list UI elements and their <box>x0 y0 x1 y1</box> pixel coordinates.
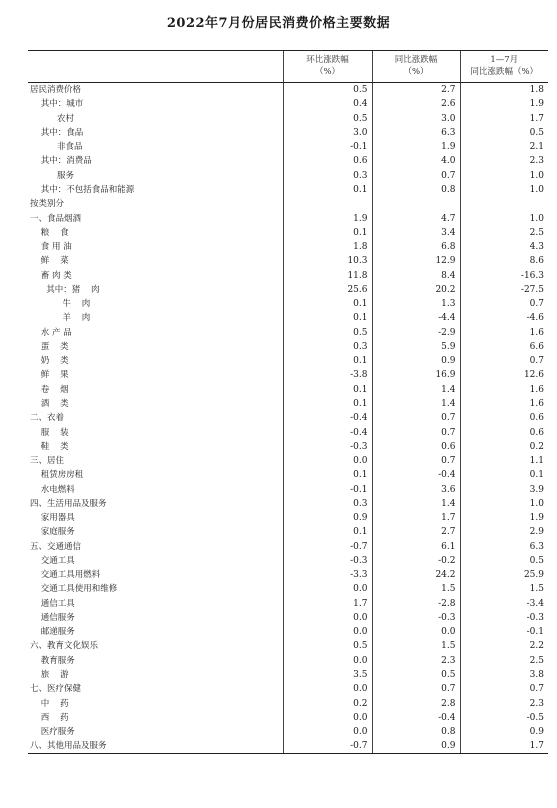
cell-ytd: 12.6 <box>460 368 548 382</box>
cell-mom: 0.0 <box>283 725 372 739</box>
cell-yoy: 20.2 <box>372 283 460 297</box>
cell-mom: 0.6 <box>283 154 372 168</box>
cell-yoy: 12.9 <box>372 254 460 268</box>
cell-yoy: 2.7 <box>372 83 460 98</box>
cell-yoy: 0.8 <box>372 183 460 197</box>
row-label: 其中：消费品 <box>30 156 92 167</box>
cell-ytd: 6.6 <box>460 340 548 354</box>
cell-ytd <box>460 197 548 211</box>
cell-yoy: 1.7 <box>372 511 460 525</box>
table-row <box>28 696 548 710</box>
cell-ytd: -4.6 <box>460 311 548 325</box>
table-row <box>28 397 548 411</box>
cell-yoy: 6.8 <box>372 240 460 254</box>
cell-ytd: 1.6 <box>460 383 548 397</box>
cell-ytd: 1.0 <box>460 497 548 511</box>
cell-yoy: 1.4 <box>372 397 460 411</box>
cell-mom: 1.9 <box>283 211 372 225</box>
cell-mom: -3.8 <box>283 368 372 382</box>
cell-mom: 0.0 <box>283 682 372 696</box>
cell-yoy: 0.0 <box>372 625 460 639</box>
cell-mom: 10.3 <box>283 254 372 268</box>
cell-mom: 0.1 <box>283 226 372 240</box>
table-row <box>28 468 548 482</box>
cell-yoy: -0.2 <box>372 554 460 568</box>
row-label: 畜 肉 类 <box>30 270 72 281</box>
cell-mom: 0.5 <box>283 639 372 653</box>
cell-mom: 0.0 <box>283 454 372 468</box>
row-label: 酒 类 <box>30 398 69 409</box>
row-label: 食 用 油 <box>30 242 72 253</box>
cell-ytd: -3.4 <box>460 597 548 611</box>
row-label: 二、衣着 <box>30 413 65 424</box>
row-label: 西 药 <box>30 712 69 723</box>
cell-ytd: 0.1 <box>460 468 548 482</box>
table-row <box>28 268 548 282</box>
row-label: 卷 烟 <box>30 384 69 395</box>
cell-yoy: 0.5 <box>372 668 460 682</box>
cell-ytd: 1.1 <box>460 454 548 468</box>
table-row <box>28 497 548 511</box>
row-label: 农村 <box>30 113 75 124</box>
cell-mom: 0.1 <box>283 383 372 397</box>
row-label: 服务 <box>30 170 75 181</box>
cell-mom: 0.1 <box>283 311 372 325</box>
cell-yoy: -2.9 <box>372 326 460 340</box>
cell-mom: -0.3 <box>283 554 372 568</box>
cell-ytd: 0.7 <box>460 297 548 311</box>
cell-mom: -0.4 <box>283 425 372 439</box>
row-label: 蛋 类 <box>30 341 69 352</box>
cell-yoy: 24.2 <box>372 568 460 582</box>
cell-mom: 0.0 <box>283 625 372 639</box>
cell-mom <box>283 197 372 211</box>
cell-yoy: 8.4 <box>372 268 460 282</box>
row-label: 五、交通通信 <box>30 541 82 552</box>
row-label: 鲜 菜 <box>30 256 69 267</box>
cell-mom: 0.0 <box>283 654 372 668</box>
cell-mom: 11.8 <box>283 268 372 282</box>
row-label: 鞋 类 <box>30 441 69 452</box>
table-row <box>28 169 548 183</box>
cell-ytd: -0.1 <box>460 625 548 639</box>
cell-yoy: 0.8 <box>372 725 460 739</box>
table-row <box>28 454 548 468</box>
cell-yoy: 0.9 <box>372 354 460 368</box>
cell-ytd: 8.6 <box>460 254 548 268</box>
row-label: 八、其他用品及服务 <box>28 739 283 754</box>
cell-ytd: 0.7 <box>460 682 548 696</box>
cell-mom: 0.1 <box>283 183 372 197</box>
cell-yoy: 0.7 <box>372 411 460 425</box>
table-header <box>28 51 548 83</box>
row-label: 奶 类 <box>30 356 69 367</box>
row-label: 通信工具 <box>30 598 75 609</box>
cell-yoy: 4.7 <box>372 211 460 225</box>
cell-ytd: 1.6 <box>460 326 548 340</box>
cell-ytd: -16.3 <box>460 268 548 282</box>
table-row <box>28 654 548 668</box>
cell-ytd: 2.5 <box>460 226 548 240</box>
row-label: 非食品 <box>30 142 83 153</box>
cell-yoy: -0.3 <box>372 611 460 625</box>
cell-ytd: 1.0 <box>460 211 548 225</box>
cell-yoy: 1.5 <box>372 582 460 596</box>
cell-mom: 1.8 <box>283 240 372 254</box>
table-row <box>28 368 548 382</box>
table-row <box>28 511 548 525</box>
row-label: 一、食品烟酒 <box>30 213 82 224</box>
cell-yoy <box>372 197 460 211</box>
cell-mom: -0.1 <box>283 482 372 496</box>
cell-ytd: 1.8 <box>460 83 548 98</box>
cell-mom: 0.5 <box>283 112 372 126</box>
cell-ytd: 0.6 <box>460 411 548 425</box>
row-label: 按类别分 <box>30 199 65 210</box>
row-label: 牛 肉 <box>30 299 91 310</box>
cell-ytd: 4.3 <box>460 240 548 254</box>
row-label: 邮递服务 <box>30 627 75 638</box>
cell-yoy: 2.8 <box>372 696 460 710</box>
table-row <box>28 425 548 439</box>
cell-yoy: 0.6 <box>372 440 460 454</box>
header-item <box>28 51 283 83</box>
cell-mom: 0.4 <box>283 97 372 111</box>
table-row <box>28 411 548 425</box>
row-label: 其中：猪 肉 <box>30 284 100 295</box>
cell-mom: 3.5 <box>283 668 372 682</box>
cell-mom: -3.3 <box>283 568 372 582</box>
row-label: 交通工具 <box>30 555 75 566</box>
row-label: 六、教育文化娱乐 <box>30 641 99 652</box>
cell-ytd: 25.9 <box>460 568 548 582</box>
cell-ytd: 2.1 <box>460 140 548 154</box>
cell-ytd: 0.2 <box>460 440 548 454</box>
table-row <box>28 211 548 225</box>
row-label: 其中：城市 <box>30 99 84 110</box>
cell-ytd: 0.5 <box>460 126 548 140</box>
cell-mom: -0.7 <box>283 540 372 554</box>
row-label: 水电燃料 <box>30 484 75 495</box>
table-row <box>28 154 548 168</box>
cell-yoy: -0.4 <box>372 711 460 725</box>
cell-ytd: 1.6 <box>460 397 548 411</box>
cell-ytd: -0.5 <box>460 711 548 725</box>
table-row <box>28 97 548 111</box>
header-ytd: 1—7月 同比涨跌幅（%） <box>460 51 548 83</box>
cell-yoy: 0.9 <box>372 739 460 754</box>
row-label: 三、居住 <box>30 456 65 467</box>
table-row <box>28 440 548 454</box>
cell-yoy: 2.6 <box>372 97 460 111</box>
table-row <box>28 739 548 754</box>
cell-ytd: 1.0 <box>460 169 548 183</box>
table-row <box>28 668 548 682</box>
row-label: 七、医疗保健 <box>30 684 82 695</box>
row-label: 服 装 <box>30 427 69 438</box>
cell-yoy: 0.7 <box>372 169 460 183</box>
table-title: 2022年7月份居民消费价格主要数据 <box>166 16 391 31</box>
row-label: 家庭服务 <box>30 527 75 538</box>
row-label: 中 药 <box>30 698 69 709</box>
table-row <box>28 383 548 397</box>
cell-yoy: -0.4 <box>372 468 460 482</box>
cell-yoy: 4.0 <box>372 154 460 168</box>
cell-mom: 0.1 <box>283 525 372 539</box>
cell-yoy: 0.7 <box>372 682 460 696</box>
cell-mom: 0.1 <box>283 297 372 311</box>
cell-mom: 25.6 <box>283 283 372 297</box>
table-row <box>28 568 548 582</box>
cell-mom: 1.7 <box>283 597 372 611</box>
table-row <box>28 540 548 554</box>
row-label: 鲜 果 <box>30 370 69 381</box>
row-label: 旅 游 <box>30 670 69 681</box>
cell-mom: 0.0 <box>283 711 372 725</box>
row-label: 其中：不包括食品和能源 <box>30 184 135 195</box>
cell-mom: 0.1 <box>283 468 372 482</box>
table-row <box>28 582 548 596</box>
cell-ytd: 1.7 <box>460 112 548 126</box>
row-label: 四、生活用品及服务 <box>30 498 107 509</box>
cell-mom: -0.7 <box>283 739 372 754</box>
cell-ytd: 0.7 <box>460 354 548 368</box>
table-row <box>28 183 548 197</box>
cell-yoy: 0.7 <box>372 454 460 468</box>
cell-ytd: 3.8 <box>460 668 548 682</box>
cell-mom: 0.3 <box>283 497 372 511</box>
cell-ytd: 2.9 <box>460 525 548 539</box>
cell-ytd: 2.3 <box>460 696 548 710</box>
cell-mom: 0.3 <box>283 169 372 183</box>
cell-mom: 0.1 <box>283 354 372 368</box>
cell-mom: 0.0 <box>283 611 372 625</box>
row-label: 通信服务 <box>30 612 75 623</box>
cell-yoy: 6.1 <box>372 540 460 554</box>
table-row <box>28 725 548 739</box>
table-row <box>28 112 548 126</box>
row-label: 家用器具 <box>30 513 75 524</box>
cell-yoy: 2.3 <box>372 654 460 668</box>
table-row <box>28 297 548 311</box>
cell-yoy: -4.4 <box>372 311 460 325</box>
cell-yoy: 1.5 <box>372 639 460 653</box>
row-label: 粮 食 <box>30 227 69 238</box>
table-row <box>28 554 548 568</box>
cell-mom: -0.3 <box>283 440 372 454</box>
cell-yoy: 3.0 <box>372 112 460 126</box>
table-row <box>28 254 548 268</box>
row-label: 医疗服务 <box>30 727 75 738</box>
row-label: 租赁房房租 <box>30 470 84 481</box>
cell-ytd: 1.7 <box>460 739 548 754</box>
cell-yoy: 1.3 <box>372 297 460 311</box>
cell-mom: 0.5 <box>283 83 372 98</box>
row-label: 水 产 品 <box>30 327 72 338</box>
cell-yoy: 5.9 <box>372 340 460 354</box>
cell-ytd: 6.3 <box>460 540 548 554</box>
row-label: 羊 肉 <box>30 313 91 324</box>
cell-ytd: 0.6 <box>460 425 548 439</box>
cell-ytd: 2.2 <box>460 639 548 653</box>
table-row <box>28 625 548 639</box>
cell-mom: -0.4 <box>283 411 372 425</box>
cell-ytd: 1.9 <box>460 97 548 111</box>
table-body <box>28 83 548 754</box>
cell-yoy: 1.4 <box>372 383 460 397</box>
table-row <box>28 597 548 611</box>
table-row <box>28 639 548 653</box>
row-label: 居民消费价格 <box>30 85 82 96</box>
table-row <box>28 311 548 325</box>
cell-ytd: 2.5 <box>460 654 548 668</box>
header-mom: 环比涨跌幅 （%） <box>283 51 372 83</box>
table-row <box>28 197 548 211</box>
table-row <box>28 83 548 98</box>
cell-mom: 0.1 <box>283 397 372 411</box>
table-row <box>28 283 548 297</box>
table-row <box>28 682 548 696</box>
table-row <box>28 326 548 340</box>
table-row <box>28 126 548 140</box>
cell-ytd: 1.9 <box>460 511 548 525</box>
cell-ytd: 1.0 <box>460 183 548 197</box>
table-row <box>28 611 548 625</box>
row-label: 其中：食品 <box>30 127 84 138</box>
cell-mom: 0.3 <box>283 340 372 354</box>
cell-mom: 0.0 <box>283 582 372 596</box>
header-yoy: 同比涨跌幅 （%） <box>372 51 460 83</box>
table-row <box>28 525 548 539</box>
cell-yoy: 0.7 <box>372 425 460 439</box>
cell-ytd: 3.9 <box>460 482 548 496</box>
cell-yoy: 3.6 <box>372 482 460 496</box>
row-label: 交通工具用燃料 <box>30 570 101 581</box>
cell-yoy: 6.3 <box>372 126 460 140</box>
cell-mom: 0.2 <box>283 696 372 710</box>
row-label: 交通工具使用和维修 <box>30 584 118 595</box>
cell-yoy: 1.9 <box>372 140 460 154</box>
cell-ytd: 0.5 <box>460 554 548 568</box>
table-row <box>28 140 548 154</box>
cell-yoy: 16.9 <box>372 368 460 382</box>
table-row <box>28 354 548 368</box>
cell-yoy: 2.7 <box>372 525 460 539</box>
cell-ytd: 2.3 <box>460 154 548 168</box>
table-row <box>28 482 548 496</box>
table-row <box>28 340 548 354</box>
table-row <box>28 240 548 254</box>
cell-yoy: -2.8 <box>372 597 460 611</box>
cell-mom: -0.1 <box>283 140 372 154</box>
cell-yoy: 1.4 <box>372 497 460 511</box>
cpi-data-table <box>28 50 548 754</box>
cell-ytd: -27.5 <box>460 283 548 297</box>
cell-ytd: 1.5 <box>460 582 548 596</box>
cell-mom: 3.0 <box>283 126 372 140</box>
cell-yoy: 3.4 <box>372 226 460 240</box>
cell-mom: 0.9 <box>283 511 372 525</box>
cell-ytd: 0.9 <box>460 725 548 739</box>
row-label: 教育服务 <box>30 655 75 666</box>
cell-mom: 0.5 <box>283 326 372 340</box>
table-row <box>28 226 548 240</box>
table-row <box>28 711 548 725</box>
cell-ytd: -0.3 <box>460 611 548 625</box>
